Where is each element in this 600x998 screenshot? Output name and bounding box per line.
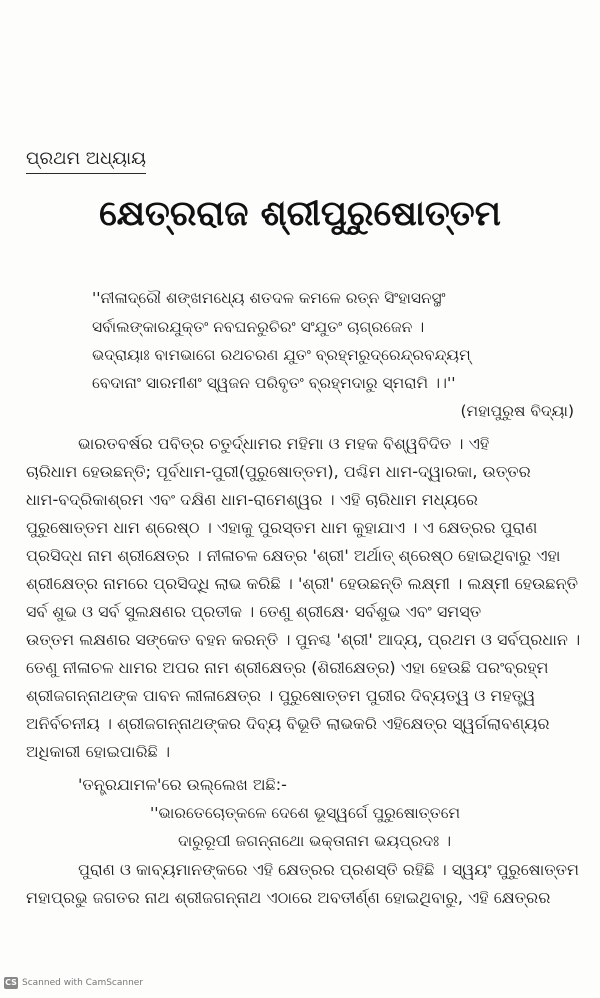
quote-line: ''ଭାରତେଚୋତ୍କଳେ ଦେଶେ ଭୂସ୍ୱର୍ଗେ ପୁରୁଷୋତ୍ତମେ [150, 804, 461, 822]
verse-line: ଭଦ୍ରାୟାଃ ବାମଭାଗେ ରଥଚରଣ ଯୁତଂ ବ୍ରହ୍ମରୁଦ୍ରେନ୍ଦ୍ରବନ୍ଦ୍ୟମ୍ [92, 346, 471, 364]
page-title: କ୍ଷେତ୍ରରାଜ ଶ୍ରୀପୁରୁଷୋତ୍ତମ [99, 194, 501, 234]
text-line: ଶ୍ରୀକ୍ଷେତ୍ର ନାମରେ ପ୍ରସିଦ୍ଧି ଲାଭ କରିଛି । 'ଶ୍ରୀ' ହେଉଛନ୍ତି ଲକ୍ଷ୍ମୀ । ଲକ୍ଷ୍ମୀ ହେଉଛନ୍ତି [26, 574, 579, 593]
text-line: ଚାରିଧାମ ହେଉଛନ୍ତି; ପୂର୍ବଧାମ-ପୁରୀ(ପୁରୁଷୋତ୍ତମ), ପଶ୍ଚିମ ଧାମ-ଦ୍ୱାରକା, ଉତ୍ତର [26, 462, 531, 481]
text-line: ଧାମ-ବଦ୍ରିକାଶ୍ରମ ଏବଂ ଦକ୍ଷିଣ ଧାମ-ରାମେଶ୍ୱର । ଏହି ଚାରିଧାମ ମଧ୍ୟରେ [26, 490, 478, 509]
scanner-watermark [4, 977, 143, 989]
chapter-heading: ପ୍ରଥମ ଅଧ୍ୟାୟ [26, 148, 146, 174]
text-line: ପ୍ରସିଦ୍ଧ ନାମ ଶ୍ରୀକ୍ଷେତ୍ର । ନୀଳାଚଳ କ୍ଷେତ୍ର 'ଶ୍ରୀ' ଅର୍ଥାତ୍ ଶ୍ରେଷ୍ଠ ହୋଇଥିବାରୁ ଏହା [26, 546, 561, 565]
verse-line: ''ନୀଳାଦ୍ରୌ ଶଙ୍ଖମଧ୍ୟେ ଶତଦଳ କମଳେ ରତ୍ନ ସିଂହାସନସ୍ଥଂ [92, 289, 446, 307]
text-line: ଭାରତବର୍ଷର ପବିତ୍ର ଚତୁର୍ଦ୍ଧାମର ମହିମା ଓ ମହକ ବିଶ୍ୱବିଦିତ । ଏହି [78, 434, 490, 453]
watermark-text: Scanned with CamScanner [22, 978, 144, 988]
text-line: ପୁରାଣ ଓ କାବ୍ୟମାନଙ୍କରେ ଏହି କ୍ଷେତ୍ରର ପ୍ରଶସ୍ତି ରହିଛି । ସ୍ୱୟଂ ପୁରୁଷୋତ୍ତମ [78, 860, 580, 879]
verse-line: ସର୍ବାଲଙ୍କାରଯୁକ୍ତଂ ନବଘନରୁଚିରଂ ସଂଯୁତଂ ଚାଗ୍ରଜେନ । [92, 318, 425, 336]
quote-line: ଦାରୁରୂପୀ ଜଗନ୍ନାଥୋ ଭକ୍ତାନାମ ଭୟପ୍ରଦଃ । [178, 832, 452, 850]
text-line: ଶ୍ରୀଜଗନ୍ନାଥଙ୍କ ପାବନ ଲୀଳାକ୍ଷେତ୍ର । ପୁରୁଷୋତ୍ତମ ପୁରୀର ଦିବ୍ୟତ୍ୱ ଓ ମହତ୍ତ୍ୱ [26, 686, 536, 705]
verse-line: ବେଦାନାଂ ସାରମୀଶଂ ସ୍ୱଜନ ପରିବୃତଂ ବ୍ରହ୍ମଦାରୁ ସ୍ମରାମି ।।'' [92, 374, 456, 392]
verse-attribution: (ମହାପୁରୁଷ ବିଦ୍ୟା) [460, 402, 574, 420]
text-line: ଉତ୍ତମ ଲକ୍ଷଣର ସଙ୍କେତ ବହନ କରନ୍ତି । ପୁନଶ୍ଚ 'ଶ୍ରୀ' ଆଦ୍ୟ, ପ୍ରଥମ ଓ ସର୍ବପ୍ରଧାନ । [26, 630, 581, 649]
text-line: ପୁରୁଷୋତ୍ତମ ଧାମ ଶ୍ରେଷ୍ଠ । ଏହାକୁ ପୁରସ୍ତମ ଧାମ କୁହାଯାଏ । ଏ କ୍ଷେତ୍ରର ପୁରାଣ [26, 518, 538, 537]
camscanner-logo-icon: CS [5, 978, 17, 987]
text-line: ଅନିର୍ବଚନୀୟ । ଶ୍ରୀଜଗନ୍ନାଥଙ୍କର ଦିବ୍ୟ ବିଭୂତି ଲାଭକରି ଏହିକ୍ଷେତ୍ର ସ୍ୱର୍ଗଲାବଣ୍ୟର [26, 714, 550, 733]
text-line: ଅଧିକାରୀ ହୋଇପାରିଛି । [26, 742, 171, 761]
text-line: ମହାପ୍ରଭୁ ଜଗତର ନାଥ ଶ୍ରୀଜଗନ୍ନାଥ ଏଠାରେ ଅବତୀର୍ଣ୍ଣ ହୋଇଥିବାରୁ, ଏହି କ୍ଷେତ୍ରର [26, 888, 551, 907]
text-line: ତେଣୁ ନୀଳାଚଳ ଧାମର ଅପର ନାମ ଶ୍ରୀକ୍ଷେତ୍ର (ଶିରୀକ୍ଷେତ୍ର) ଏହା ହେଉଛି ପରଂବ୍ରହ୍ମ [26, 658, 549, 677]
text-line: ସର୍ବ ଶୁଭ ଓ ସର୍ବ ସୁଲକ୍ଷଣର ପ୍ରତୀକ । ତେଣୁ ଶ୍ରୀକ୍ଷେ· ସର୍ବଶୁଭ ଏବଂ ସମସ୍ତ [26, 602, 482, 621]
tantra-intro: 'ତନ୍ତ୍ରଯାମଳ'ରେ ଉଲ୍ଲେଖ ଅଛି:- [78, 775, 287, 794]
